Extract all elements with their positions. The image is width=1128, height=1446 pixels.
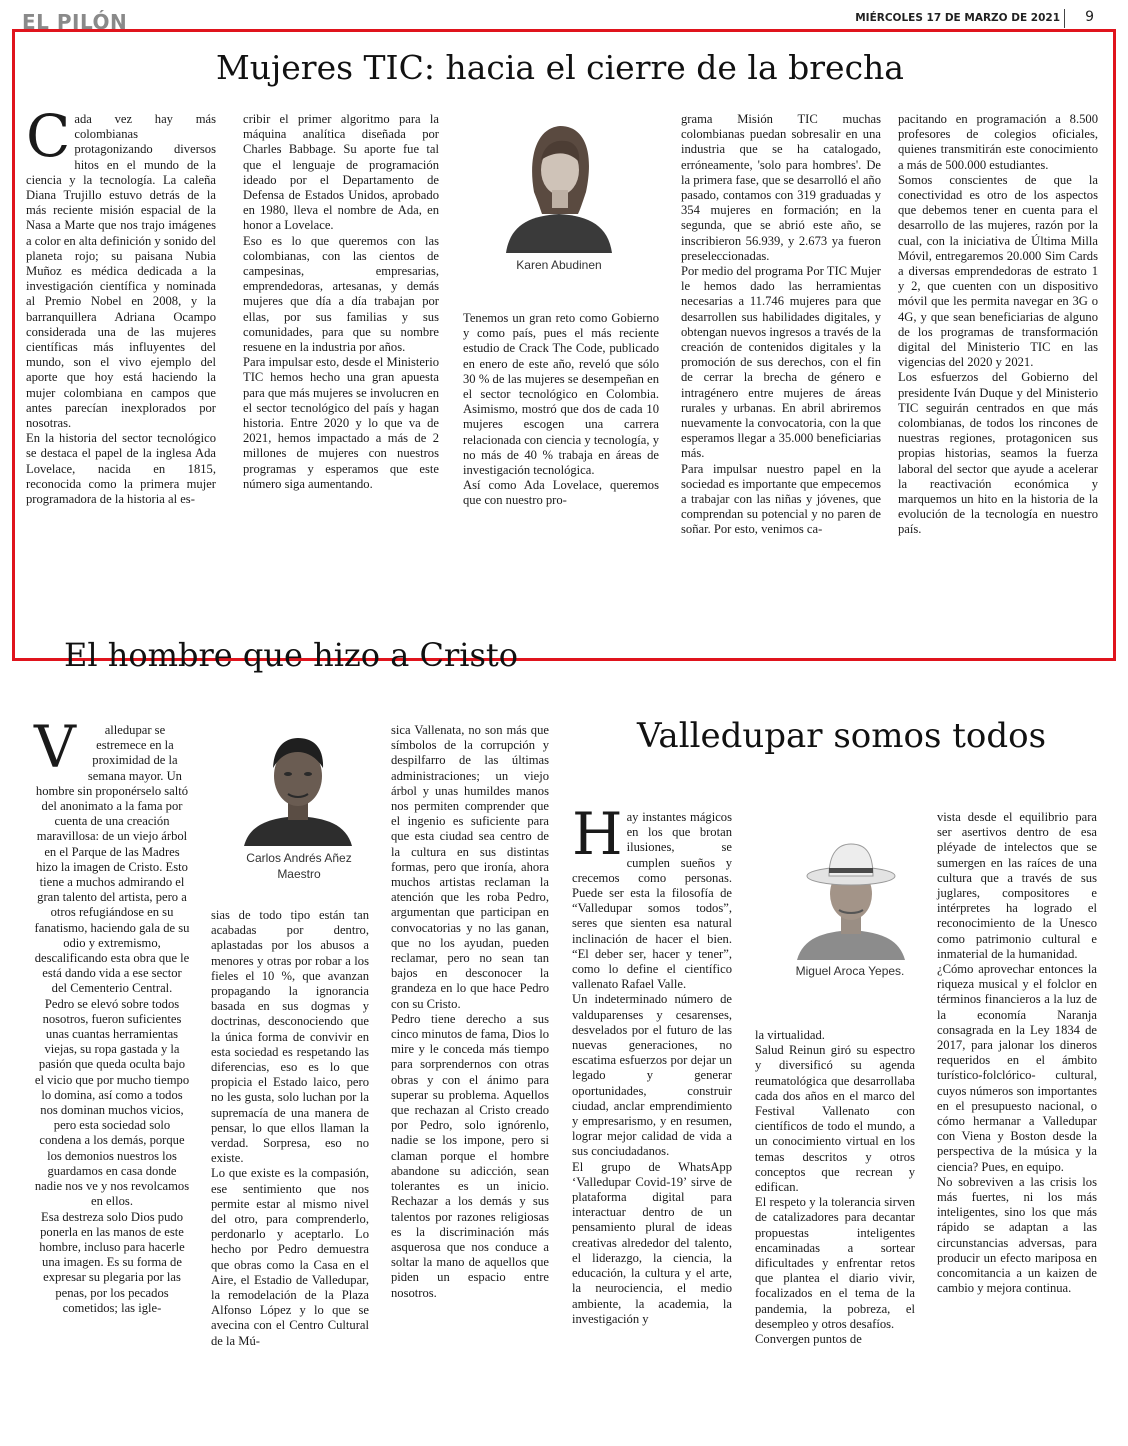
author-photo-karen <box>500 118 618 253</box>
paragraph: Salud Reinun giró su espectro y diversificó su agenda reumatológica que desarrollaba cada dos años en el marco del Festival Vallenato con científicos de todo el mundo, a un conocimiento virtual en los temas descritos y otros conceptos que recrean y edifican. <box>755 1043 915 1195</box>
paragraph: la virtualidad. <box>755 1028 825 1042</box>
article1-author: Karen Abudinen <box>516 258 602 272</box>
author-role: Maestro <box>277 867 321 881</box>
article1-column-5 <box>898 112 1098 538</box>
article2-column-2 <box>211 908 369 1349</box>
paragraph: sica Vallenata, no son más que símbolos de la corrupción y despilfarro de las últimas administraciones; un viejo árbol y unas humildes manos nos permiten comprender que el ingenio es suficiente para que esta ciudad sea centro de la cultura en sus distintas formas, pero que ironía, ahora muchos artistas reclaman la atención que les roba Pedro, argumentan que participan en convocatorias y no las ganan, que no los ayudan, pueden reclamar, pero no sean tan bajos en desconocer la grandeza en lo que hace Pedro con su Cristo. <box>391 723 549 1011</box>
paragraph: Somos conscientes de que la conectividad es otro de los aspectos que debemos tener en cuenta para el desarrollo de las mujeres, razón por la cual, con la iniciativa de Última Milla Móvil, entregaremos 20.000 Sim Cards a diversas emprendedoras de estrato 1 y 2, que cuenten con un dispositivo móvil que les permita navegar en 3G o 4G, y que sean beneficiarias de alguno de los programas de transformación digital del Ministerio TIC en las vigencias del 2020 y 2021. <box>898 172 1098 370</box>
author-name: Carlos Andrés Añez <box>246 851 352 865</box>
article3-column-3 <box>937 810 1097 1297</box>
paragraph: Para impulsar esto, desde el Ministerio TIC hemos hecho una gran apuesta para que más mujeres se involucren en el sector tecnológico del país y hagan historia. Entre 2020 y lo que va de 2021, hemos impactado a más de 2 millones de mujeres con nuestros programas y esperamos que este número siga aumentando. <box>243 355 439 491</box>
paragraph: Los esfuerzos del Gobierno del presidente Iván Duque y del Ministerio TIC seguirán centrados en que más colombianas, de todos los rincones de nuestras regiones, protagonicen sus propias historias, seamos la fuerza laboral del sector que ayude a acelerar la reactivación económica y marquemos un hito en la historia de la evolución de la tecnología en nuestro país. <box>898 370 1098 537</box>
article3-column-1 <box>572 800 732 1327</box>
paragraph: El grupo de WhatsApp ‘Valledupar Covid-19’ sirve de plataforma digital para interactuar dentro de un pensamiento plural de ideas creativas alrededor del talento, el liderazgo, la ciencia, la educación, la cultura y el arte, la neurociencia, el medio ambiente, la academia, la investigación y <box>572 1159 732 1326</box>
paragraph: El respeto y la tolerancia sirven de catalizadores para decantar propuestas inteligentes encaminadas a sortear dificultades y enfrentar retos que plantea el diario vivir, focalizados en el tema de la pandemia, la pobreza, el desempleo y otros desafíos. <box>755 1195 915 1331</box>
paragraph: grama Misión TIC muchas colombianas puedan sobresalir en una industria que se ha catalogado, erróneamente, 'solo para hombres'. De la primera fase, que se desarrolló el año pasado, contamos con 319 graduadas y 354 mujeres en formación; en la segunda, que se abrió este año, se inscribieron 56.939, y 2.673 ya fueron preseleccionadas. <box>681 112 882 263</box>
paragraph: Pedro se elevó sobre todos nosotros, fueron suficientes unas cuantas herramientas viejas, su ropa gastada y la pasión que queda oculta bajo el vicio que por mucho tiempo lo domina, así como a todos nos dominan muchos vicios, pero esta sociedad solo condena a los demás, porque los demonios nuestros los guardamos en casa donde nadie nos ve y nos revolcamos en ellos. <box>34 996 190 1209</box>
article1-column-3 <box>463 311 659 509</box>
paragraph: vista desde el equilibrio para ser asertivos dentro de esa pléyade de intelectos que se sumergen en las raíces de una cultura que a través de sus juglares, compositores e intérpretes ha logrado el reconocimiento de la Unesco como patrimonio cultural e inmaterial de la humanidad. <box>937 810 1097 961</box>
paragraph: Eso es lo que queremos con las colombianas, con las cientos de campesinas, empresarias, emprendedoras, artesanas, y demás mujeres que día a día trabajan por ellas, por sus familias y sus comunidades, para que su nombre resuene en la industria por años. <box>243 233 439 355</box>
paragraph: Convergen puntos de <box>755 1332 862 1347</box>
article2-column-1 <box>34 713 190 1316</box>
paragraph: Así como Ada Lovelace, queremos que con nuestro pro- <box>463 478 659 508</box>
drop-cap: H <box>572 800 623 868</box>
paragraph: No sobreviven a las crisis los más fuertes, ni los más inteligentes, sino los que más rápido se adaptan a las circunstancias adversas, para producir un efecto mariposa en concomitancia a un kaizen de cambio y mejora continua. <box>937 1174 1097 1296</box>
author-photo-miguel <box>793 840 909 960</box>
article1-column-1 <box>26 102 216 507</box>
article2-column-3 <box>391 723 549 1301</box>
paragraph: ada vez hay más colombianas protagonizando diversos hitos en el mundo de la ciencia y la tecnología. La caleña Diana Trujillo estuvo detrás de la más reciente misión espacial de la Nasa a Marte que nos trajo imágenes a color en alta definición y sonido del planeta rojo; su paisana Nubia Muñoz es médica dedicada a la investigación científica y nominada al Premio Nobel en 2008, y la barranquillera Adriana Ocampo considerada una de las mujeres científicas más influyentes del mundo, son el vivo ejemplo del aporte que hoy está haciendo la mujer colombiana en campos que antes parecían inexplorados por nosotras. <box>26 112 216 431</box>
paragraph: Tenemos un gran reto como Gobierno y como país, pues el más reciente estudio de Crack The Code, publicado en enero de este año, reveló que sólo 30 % de las mujeres se desempeñan en el sector tecnológico en Colombia. Asimismo, mostró que dos de cada 10 mujeres escogen una carrera relacionada con ciencia y tecnología, y no más de 40 % trabaja en áreas de investigación tecnológica. <box>463 311 659 478</box>
paragraph: Un indeterminado número de valduparenses y cesarenses, desvelados por el futuro de las nuevas generaciones, no escatima esfuerzos por dejar un legado y generar oportunidades, construir ciudad, anclar emprendimiento y empresarismo, y en resumen, lograr mejor calidad de vida a sus conciudadanos. <box>572 992 732 1159</box>
issue-date: MIÉRCOLES 17 DE MARZO DE 2021 <box>855 12 1060 24</box>
article1-title: Mujeres TIC: hacia el cierre de la brecha <box>216 48 904 87</box>
article3-title: Valledupar somos todos <box>637 716 1047 756</box>
article2-author <box>224 850 374 882</box>
drop-cap: C <box>26 102 71 170</box>
drop-cap: V <box>34 713 76 781</box>
masthead-logo: EL PILÓN <box>22 10 128 34</box>
paragraph: sias de todo tipo están tan acabadas por dentro, aplastadas por los abusos a menores y otras por robar a los fieles el 10 %, que avanzan propagando la ignorancia basada en sus dogmas y doctrinas, desconociendo que la única forma de convivir en esta sociedad es respetando las diferencias, eso es lo que propicia el Estado laico, pero no les gusta, solo luchan por la supremacía de una manera de pensar, lo que ellos llaman la verdad. Sorpresa, eso no existe. <box>211 908 369 1166</box>
paragraph: ay instantes mágicos en los que brotan ilusiones, se cumplen sueños y crecemos como personas. Puede ser esta la filosofía de “Valledupar somos todos”, seres que sienten esa natural inclinación de hacer el bien. “El deber ser, hacer y tener”, como lo define el científico vallenato Rafael Valle. <box>572 810 732 992</box>
paragraph: alledupar se estremece en la proximidad de la semana mayor. Un hombre sin proponérselo saltó del anonimato a la fama por cuenta de una creación maravillosa: de un viejo árbol en el Parque de las Madres hizo la imagen de Cristo. Esto tiene a muchos admirando el gran talento del artista, pero a otros refugiándose en su fanatismo, haciendo gala de su odio y extremismo, descalificando esta obra que le está dando vida a ese sector del Cementerio Central. <box>34 723 190 996</box>
article3-author: Miguel Aroca Yepes. <box>795 964 905 978</box>
paragraph: Por medio del programa Por TIC Mujer le hemos dado las herramientas necesarias a 11.746 mujeres para que desarrollen sus habilidades digitales, y obtengan nuevos ingresos a través de la creación de contenidos digitales y la promoción de sus derechos, con el fin de cerrar la brecha de género e intragénero entre mujeres de áreas rurales y urbanas. En abril abriremos nuevamente la convocatoria, con la que esperamos llegar a 35.000 beneficiarias más. <box>681 264 881 461</box>
paragraph: En la historia del sector tecnológico se destaca el papel de la inglesa Ada Lovelace, nacida en 1815, reconocida como la primera mujer programadora de la historia al es- <box>26 431 216 507</box>
paragraph: Lo que existe es la compasión, ese sentimiento que nos permite estar al mismo nivel del otro, para comprenderlo, perdonarlo y aceptarlo. Lo hecho por Pedro demuestra que obras como la Casa en el Aire, el Estadio de Valledupar, la remodelación de la Plaza Alfonso López y lo que se avecina con el Centro Cultural de la Mú- <box>211 1166 369 1348</box>
paragraph: Pedro tiene derecho a sus cinco minutos de fama, Dios lo mire y le conceda más tiempo para sorprendernos con otras obras y con el ánimo para superar su problema. Aquellos que rechazan al Cristo creado por Pedro, solo ignórenlo, nadie se los impone, pero si claman porque el hombre abandone su adicción, sean tolerantes es un inicio. Rechazar a los demás y sus talentos por razones religiosas es la discriminación más asquerosa que nos conduce a soltar la mano de aquellos que piden un espacio entre nosotros. <box>391 1011 549 1300</box>
paragraph: cribir el primer algoritmo para la máquina analítica diseñada por Charles Babbage. Su aporte fue tal que el lenguaje de programación ideado por el Departamento de Defensa de Estados Unidos, aprobado en 1980, lleva el nombre de Ada, en honor a Lovelace. <box>243 112 439 233</box>
article3-column-2 <box>755 1028 915 1347</box>
paragraph: ¿Cómo aprovechar entonces la riqueza musical y el folclor en términos financieros a la luz de la economía Naranja consagrada en la Ley 1834 de 2017, para jalonar los dineros requeridos en el ámbito turístico-folclórico- cultural, cuyos números son importantes en el presupuesto nacional, o cómo hermanar a Valledupar con Viena y Boston desde la perspectiva de la música y la ciencia? Pues, en equipo. <box>937 962 1097 1174</box>
article1-column-2 <box>243 112 439 492</box>
article2-title: El hombre que hizo a Cristo <box>64 636 519 674</box>
author-photo-carlos <box>240 728 356 846</box>
paragraph: Esa destreza solo Dios pudo ponerla en las manos de este hombre, incluso para hacerle una imagen. Es su forma de expresar su plegaria por las penas, por los pecados cometidos; las igle- <box>39 1209 185 1315</box>
article1-column-4 <box>681 112 881 538</box>
header-divider <box>1064 9 1065 28</box>
paragraph: pacitando en programación a 8.500 profesores de colegios oficiales, quienes transmitirán este conocimiento a más de 500.000 estudiantes. <box>898 112 1098 172</box>
page-number: 9 <box>1085 9 1094 25</box>
paragraph: Para impulsar nuestro papel en la sociedad es importante que empecemos a trabajar con las niñas y jóvenes, que comprendan su potencial y no paren de soñar. Por esto, venimos ca- <box>681 461 881 537</box>
